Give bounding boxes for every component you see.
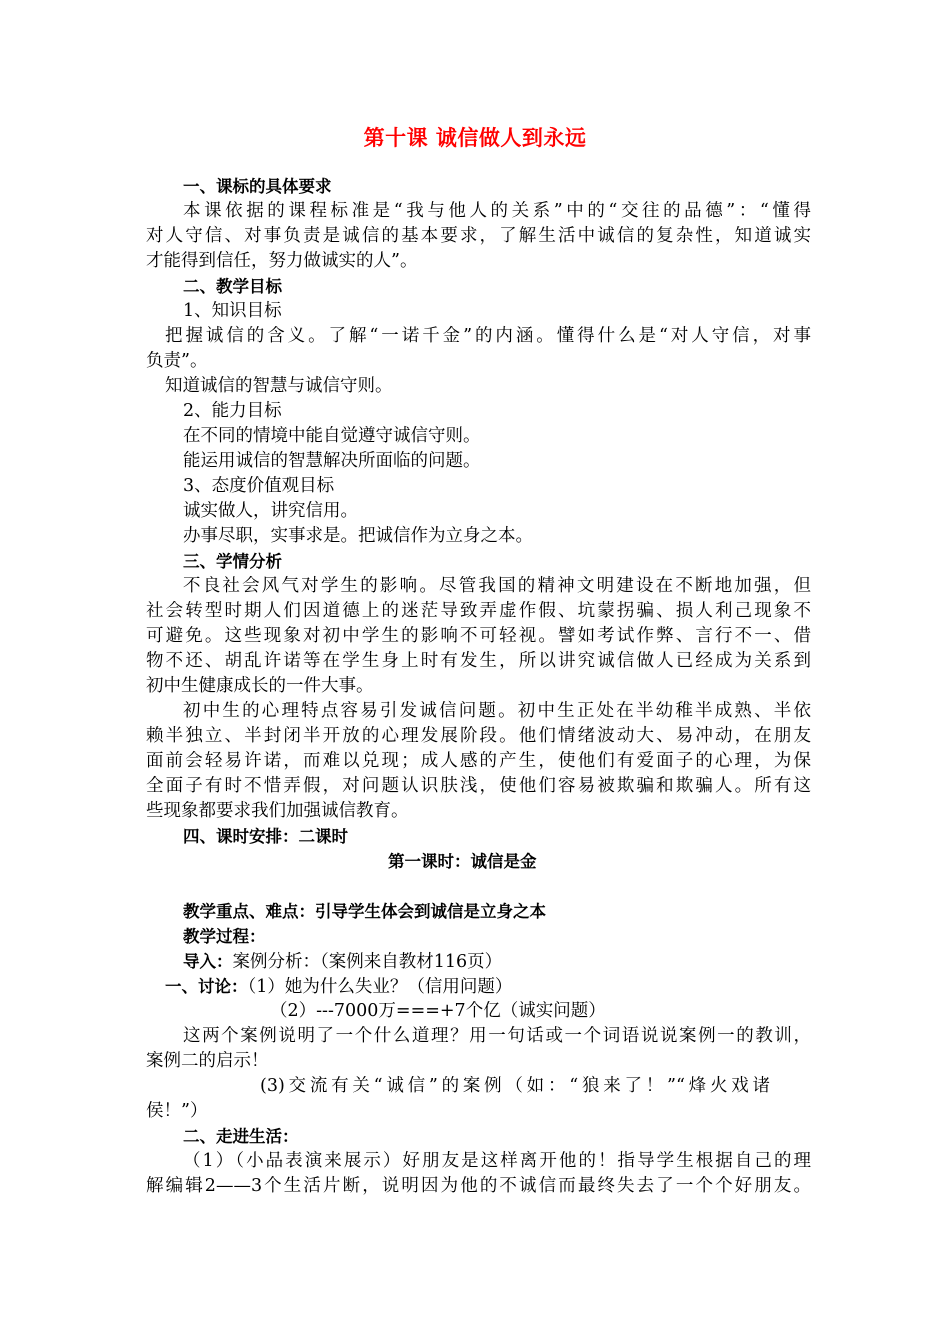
- text-line: 诚实做人，讲究信用。: [183, 501, 358, 521]
- text-line: 些现象都要求我们加强诚信教育。: [146, 801, 409, 821]
- text-line: 这两个案例说明了一个什么道理？用一句话或一个词语说说案例一的教训，: [183, 1026, 811, 1046]
- text-line: 本课依据的课程标准是“我与他人的关系”中的“交往的品德”：“懂得: [183, 201, 811, 221]
- subheading: 3、态度价值观目标: [183, 476, 335, 496]
- discussion-label: 一、讨论：: [165, 977, 248, 996]
- text-line: 不良社会风气对学生的影响。尽管我国的精神文明建设在不断地加强，但: [183, 576, 811, 596]
- discussion-text: （1）她为什么失业？（信用问题）: [247, 977, 513, 997]
- text-line: 初中生的心理特点容易引发诚信问题。初中生正处在半幼稚半成熟、半依: [183, 701, 811, 721]
- text-line: (3)交流有关“诚信”的案例（如：“狼来了！”“烽火戏诸: [260, 1076, 770, 1096]
- text-line: 办事尽职，实事求是。把诚信作为立身之本。: [183, 526, 533, 546]
- text-line: （2）---7000万===+7个亿（诚实问题）: [270, 1001, 606, 1021]
- process-heading: 教学过程：: [183, 927, 266, 946]
- text-line: 负责”。: [146, 351, 208, 371]
- intro-text: 案例分析：（案例来自教材116页）: [232, 952, 503, 972]
- key-points: 教学重点、难点：引导学生体会到诚信是立身之本: [183, 902, 546, 921]
- lesson-title: 第十课 诚信做人到永远: [363, 126, 587, 150]
- text-line: 初中生健康成长的一件大事。: [146, 676, 374, 696]
- section-heading: 三、学情分析: [183, 552, 282, 571]
- discussion-line: [165, 974, 830, 1000]
- section-heading: 二、教学目标: [183, 277, 282, 296]
- text-line: 对人守信、对事负责是诚信的基本要求，了解生活中诚信的复杂性，知道诚实: [146, 226, 811, 246]
- subheading: 1、知识目标: [183, 301, 282, 321]
- text-line: 全面子有时不惜弄假，对问题认识肤浅，使他们容易被欺骗和欺骗人。所有这: [146, 776, 811, 796]
- section-heading: 一、课标的具体要求: [183, 177, 332, 196]
- text-line: 社会转型时期人们因道德上的迷茫导致弄虚作假、坑蒙拐骗、损人利己现象不: [146, 601, 811, 621]
- text-line: 案例二的启示！: [146, 1051, 269, 1071]
- text-line: 物不还、胡乱许诺等在学生身上时有发生，所以讲究诚信做人已经成为关系到: [146, 651, 811, 671]
- text-line: 能运用诚信的智慧解决所面临的问题。: [183, 451, 481, 471]
- text-line: 知道诚信的智慧与诚信守则。: [165, 376, 393, 396]
- section-heading: 二、走进生活：: [183, 1127, 299, 1146]
- text-line: 在不同的情境中能自觉遵守诚信守则。: [183, 426, 481, 446]
- text-line: 解编辑2——3个生活片断，说明因为他的不诚信而最终失去了一个个好朋友。: [146, 1176, 811, 1196]
- text-line: 侯！”）: [146, 1101, 208, 1121]
- text-line: 面前会轻易许诺，而难以兑现；成人感的产生，使他们有爱面子的心理，为保: [146, 751, 811, 771]
- section-heading: 四、课时安排：二课时: [183, 827, 348, 846]
- subheading: 2、能力目标: [183, 401, 282, 421]
- intro-label: 导入：: [183, 952, 233, 971]
- text-line: 赖半独立、半封闭半开放的心理发展阶段。他们情绪波动大、易冲动，在朋友: [146, 726, 811, 746]
- text-line: 可避免。这些现象对初中学生的影响不可轻视。譬如考试作弊、言行不一、借: [146, 626, 811, 646]
- text-line: 才能得到信任，努力做诚实的人”。: [146, 251, 418, 271]
- intro-line: [183, 949, 848, 975]
- text-line: 把握诚信的含义。了解“一诺千金”的内涵。懂得什么是“对人守信，对事: [165, 326, 811, 346]
- lesson-subtitle: 第一课时：诚信是金: [388, 852, 537, 871]
- text-line: （1）（小品表演来展示）好朋友是这样离开他的！指导学生根据自己的理: [183, 1151, 811, 1171]
